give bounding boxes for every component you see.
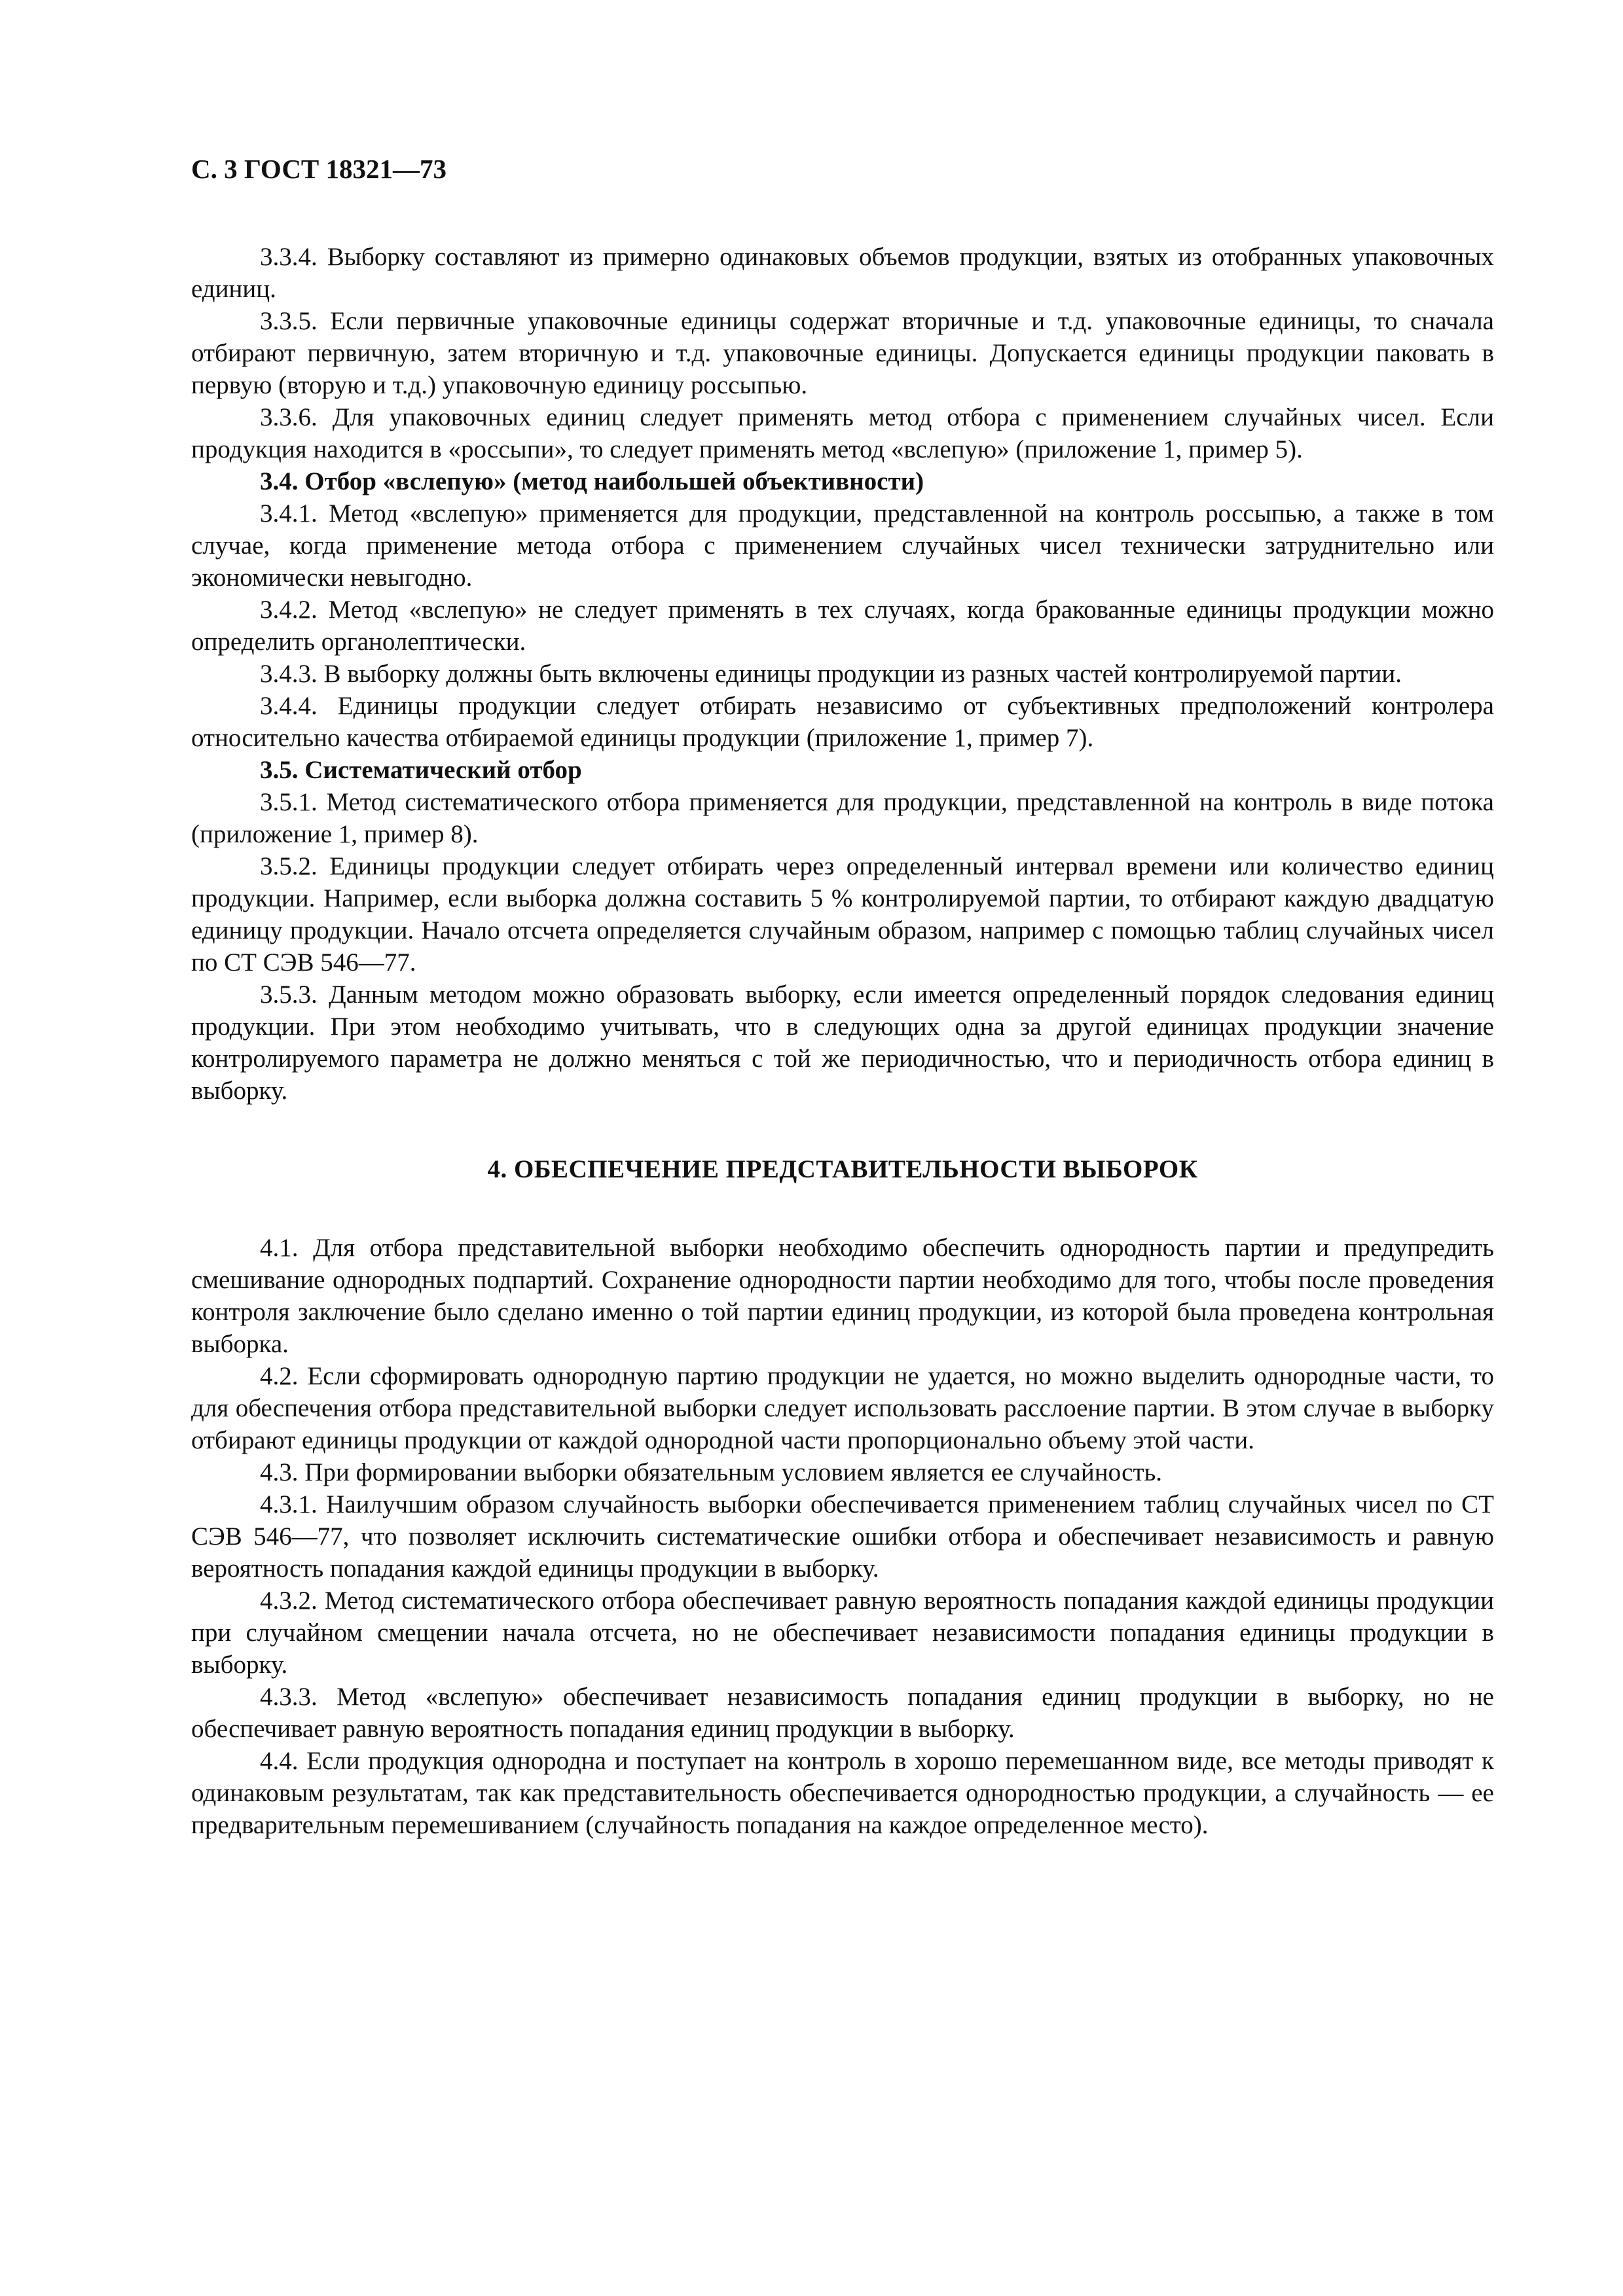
paragraph-3-3-5: 3.3.5. Если первичные упаковочные единицы содержат вторичные и т.д. упаковочные единицы, то сначала отбирают первичную, затем вторичную и т.д. упаковочные единицы. Допускается единицы продукции паковать в первую (вторую и т.д.) упаковочную единицу россыпью. <box>191 307 1494 399</box>
paragraph-3-5-1: 3.5.1. Метод систематического отбора применяется для продукции, представленной на контроль в виде потока (приложение 1, пример 8). <box>191 788 1494 848</box>
paragraph-3-4-1: 3.4.1. Метод «вслепую» применяется для продукции, представленной на контроль россыпью, а также в том случае, когда применение метода отбора с применением случайных чисел технически затруднительно или экономически невыгодно. <box>191 499 1494 592</box>
page-header: С. 3 ГОСТ 18321—73 <box>191 154 447 184</box>
paragraph-3-4-3: 3.4.3. В выборку должны быть включены единицы продукции из разных частей контролируемой партии. <box>260 660 1402 688</box>
paragraph-3-5-2: 3.5.2. Единицы продукции следует отбирать через определенный интервал времени или количество единиц продукции. Например, если выборка должна составить 5 % контролируемой партии, то отбирают каждую двадцатую единицу продукции. Начало отсчета определяется случайным образом, например с помощью таблиц случайных чисел по СТ СЭВ 546—77. <box>191 852 1494 977</box>
section-4-title: 4. ОБЕСПЕЧЕНИЕ ПРЕДСТАВИТЕЛЬНОСТИ ВЫБОРОК <box>487 1155 1198 1183</box>
paragraph-4-3-1: 4.3.1. Наилучшим образом случайность выборки обеспечивается применением таблиц случайных чисел по СТ СЭВ 546—77, что позволяет исключить систематические ошибки отбора и обеспечивает независимость и равную вероятность попадания каждой единицы продукции в выборку. <box>191 1490 1494 1583</box>
paragraph-3-3-4: 3.3.4. Выборку составляют из примерно одинаковых объемов продукции, взятых из отобранных упаковочных единиц. <box>191 243 1494 303</box>
paragraph-3-5-3: 3.5.3. Данным методом можно образовать выборку, если имеется определенный порядок следования единиц продукции. При этом необходимо учитывать, что в следующих одна за другой единицах продукции значение контролируемого параметра не должно меняться с той же периодичностью, что и периодичность отбора единиц в выборку. <box>191 980 1494 1105</box>
paragraph-4-4: 4.4. Если продукция однородна и поступает на контроль в хорошо перемешанном виде, все методы приводят к одинаковым результатам, так как представительность обеспечивается однородностью продукции, а случайность — ее предварительным перемешиванием (случайность попадания на каждое определенное место). <box>191 1747 1494 1839</box>
subheading-3-5: 3.5. Систематический отбор <box>260 756 582 784</box>
paragraph-3-3-6: 3.3.6. Для упаковочных единиц следует применять метод отбора с применением случайных чисел. Если продукция находится в «россыпи», то следует применять метод «вслепую» (приложение 1, пример 5). <box>191 403 1494 463</box>
paragraph-4-3-3: 4.3.3. Метод «вслепую» обеспечивает независимость попадания единиц продукции в выборку, но не обеспечивает равную вероятность попадания единиц продукции в выборку. <box>191 1683 1494 1743</box>
document-page <box>191 149 1494 1841</box>
sections-3-3-to-3-5 <box>191 241 1494 1107</box>
paragraph-3-4-2: 3.4.2. Метод «вслепую» не следует применять в тех случаях, когда бракованные единицы продукции можно определить органолептически. <box>191 596 1494 656</box>
paragraph-4-3-2: 4.3.2. Метод систематического отбора обеспечивает равную вероятность попадания каждой единицы продукции при случайном смещении начала отсчета, но не обеспечивает независимости попадания единицы продукции в выборку. <box>191 1587 1494 1679</box>
paragraph-4-2: 4.2. Если сформировать однородную партию продукции не удается, но можно выделить однородные части, то для обеспечения отбора представительной выборки следует использовать расслоение партии. В этом случае в выборку отбирают единицы продукции от каждой однородной части пропорционально объему этой части. <box>191 1362 1494 1454</box>
paragraph-3-4-4: 3.4.4. Единицы продукции следует отбирать независимо от субъективных предположений контролера относительно качества отбираемой единицы продукции (приложение 1, пример 7). <box>191 692 1494 752</box>
paragraph-4-3: 4.3. При формировании выборки обязательным условием является ее случайность. <box>260 1458 1163 1486</box>
section-4-body <box>191 1232 1494 1841</box>
paragraph-4-1: 4.1. Для отбора представительной выборки необходимо обеспечить однородность партии и предупредить смешивание однородных подпартий. Сохранение однородности партии необходимо для того, чтобы после проведения контроля заключение было сделано именно о той партии единиц продукции, из которой была проведена контрольная выборка. <box>191 1234 1494 1358</box>
subheading-3-4: 3.4. Отбор «вслепую» (метод наибольшей объективности) <box>260 467 924 495</box>
